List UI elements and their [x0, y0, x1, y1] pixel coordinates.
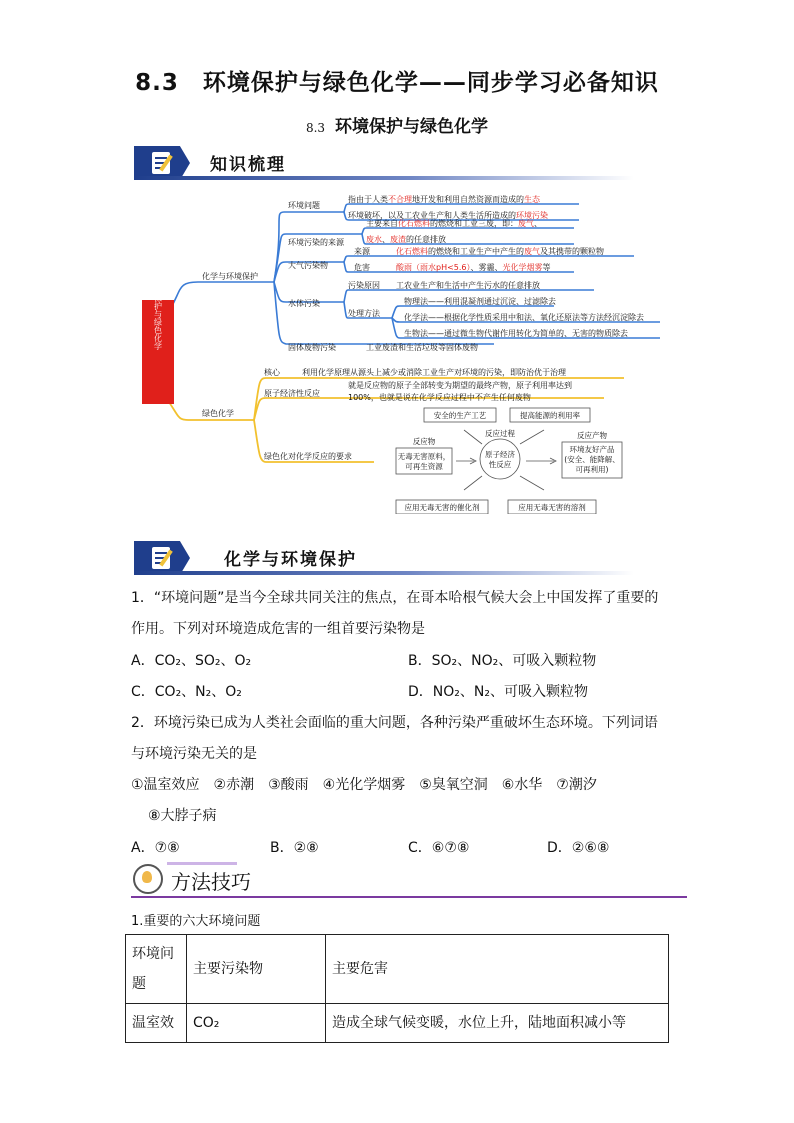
text-product-3: 可再利用)	[575, 465, 609, 474]
header-problem: 环境问 题	[126, 935, 187, 1004]
text-product-2: (安全、能降解、	[564, 455, 620, 464]
node-atom-economy: 原子经济性反应	[264, 389, 320, 398]
node-air-harm: 危害	[354, 263, 370, 272]
cell-pollutant: CO₂	[187, 1004, 326, 1043]
environment-problems-table	[125, 934, 669, 1043]
q1-option-b: B．SO₂、NO₂、可吸入颗粒物	[408, 653, 597, 669]
subtitle-number: 8.3	[305, 121, 326, 135]
text-center-1: 原子经济	[485, 450, 515, 459]
node-water-cause: 污染原因	[348, 281, 380, 290]
q2-option-b: B．②⑧	[270, 840, 319, 856]
node-air-pollutants: 大气污染物	[288, 261, 328, 270]
node-atom-desc1: 就是反应物的原子全部转变为期望的最终产物，原子利用率达到	[348, 381, 572, 390]
question-2-items-2: ⑧大脖子病	[148, 808, 217, 824]
lightbulb-icon	[133, 864, 163, 894]
header-pollutant: 主要污染物	[187, 935, 326, 1004]
text-raw-1: 无毒无害原料，	[397, 452, 451, 461]
branch-environment: 化学与环境保护	[202, 272, 258, 281]
method-tips-banner	[131, 862, 687, 898]
node-water-treatment: 处理方法	[348, 309, 380, 318]
page-subtitle	[0, 112, 794, 137]
notepad-icon	[134, 541, 190, 575]
mind-map	[134, 182, 660, 514]
cell-harm: 造成全球气候变暖，水位上升，陆地面积减小等	[326, 1004, 669, 1043]
notepad-icon	[134, 146, 190, 180]
node-core: 核心	[264, 368, 280, 377]
text-energy: 提高能源的利用率	[520, 411, 580, 420]
text-raw-2: 可再生资源	[405, 462, 443, 471]
page-title: 8.3 环境保护与绿色化学——同步学习必备知识	[135, 70, 659, 96]
q2-option-d: D．②⑥⑧	[547, 840, 610, 856]
branch-green-chemistry: 绿色化学	[202, 409, 234, 418]
section-heading: 1.重要的六大环境问题	[131, 914, 261, 929]
node-water-pollution: 水体污染	[288, 299, 320, 308]
question-1-line-2: 作用。下列对环境造成危害的一组首要污染物是	[131, 621, 425, 637]
label-process: 反应过程	[485, 429, 515, 438]
header-harm: 主要危害	[326, 935, 669, 1004]
node-source-desc2: 废水、废渣的任意排放	[366, 235, 446, 244]
cell-problem: 温室效	[126, 1004, 187, 1043]
section-banner-environment	[134, 541, 654, 575]
node-water-chemical: 化学法——根据化学性质采用中和法、氧化还原法等方法经沉淀除去	[404, 313, 644, 322]
question-2-line-2: 与环境污染无关的是	[131, 746, 257, 762]
banner-label: 知识梳理	[210, 155, 286, 175]
label-reactant: 反应物	[412, 437, 436, 446]
banner-label: 化学与环境保护	[224, 550, 357, 570]
question-2-items-1: ①温室效应 ②赤潮 ③酸雨 ④光化学烟雾 ⑤臭氧空洞 ⑥水华 ⑦潮汐	[131, 777, 597, 793]
question-1-line-1: 1．“环境问题”是当今全球共同关注的焦点，在哥本哈根气候大会上中国发挥了重要的	[131, 590, 659, 606]
node-atom-desc2: 100%，也就是说在化学反应过程中不产生任何废物	[348, 393, 531, 402]
node-env-problem-desc2: 环境破坏，以及工农业生产和人类生活所造成的环境污染	[348, 211, 548, 220]
text-catalyst: 应用无毒无害的催化剂	[404, 503, 480, 512]
section-banner-knowledge	[134, 146, 654, 180]
circle-atom-economy	[480, 439, 520, 479]
q1-option-d: D．NO₂、N₂、可吸入颗粒物	[408, 684, 588, 700]
label-product: 反应产物	[577, 431, 607, 440]
node-air-source: 来源	[354, 247, 370, 256]
q2-option-c: C．⑥⑦⑧	[408, 840, 470, 856]
node-env-problem-desc1: 指由于人类不合理地开发和利用自然资源而造成的生态	[348, 195, 540, 204]
text-product-1: 环境友好产品	[569, 445, 615, 454]
text-center-2: 性反应	[488, 460, 512, 469]
table-row	[126, 1004, 669, 1043]
node-air-source-desc: 化石燃料的燃烧和工业生产中产生的废气及其携带的颗粒物	[396, 247, 604, 256]
node-water-physical: 物理法——利用混凝剂通过沉淀、过滤除去	[404, 297, 556, 306]
node-pollution-source: 环境污染的来源	[288, 238, 344, 247]
q2-option-a: A．⑦⑧	[131, 840, 180, 856]
root-label: 环境保护与绿色化学	[153, 278, 163, 350]
node-solid-waste: 固体废物污染	[288, 343, 336, 352]
node-water-cause-desc: 工农业生产和生活中产生污水的任意排放	[396, 281, 540, 290]
q1-option-c: C．CO₂、N₂、O₂	[131, 684, 242, 700]
node-solid-waste-desc: 工业废渣和生活垃圾等固体废物	[366, 343, 478, 352]
node-requirements: 绿色化对化学反应的要求	[264, 452, 352, 461]
question-2-line-1: 2．环境污染已成为人类社会面临的重大问题，各种污染严重破坏生态环境。下列词语	[131, 715, 658, 731]
text-safe-process: 安全的生产工艺	[433, 411, 487, 420]
subtitle-text: 环境保护与绿色化学	[335, 117, 489, 137]
method-label: 方法技巧	[171, 870, 251, 894]
text-solvent: 应用无毒无害的溶剂	[518, 503, 586, 512]
table-header-row	[126, 935, 669, 1004]
node-core-desc: 利用化学原理从源头上减少或消除工业生产对环境的污染，即防治优于治理	[302, 368, 566, 377]
node-water-biological: 生物法——通过微生物代谢作用转化为简单的、无害的物质除去	[404, 329, 628, 338]
node-env-problem: 环境问题	[288, 201, 320, 210]
node-source-desc1: 主要来自化石燃料的燃烧和工业三废，即：废气、	[366, 219, 542, 228]
node-air-harm-desc: 酸雨（雨水pH<5.6）、雾霾、光化学烟雾等	[396, 263, 551, 272]
q1-option-a: A．CO₂、SO₂、O₂	[131, 653, 252, 669]
